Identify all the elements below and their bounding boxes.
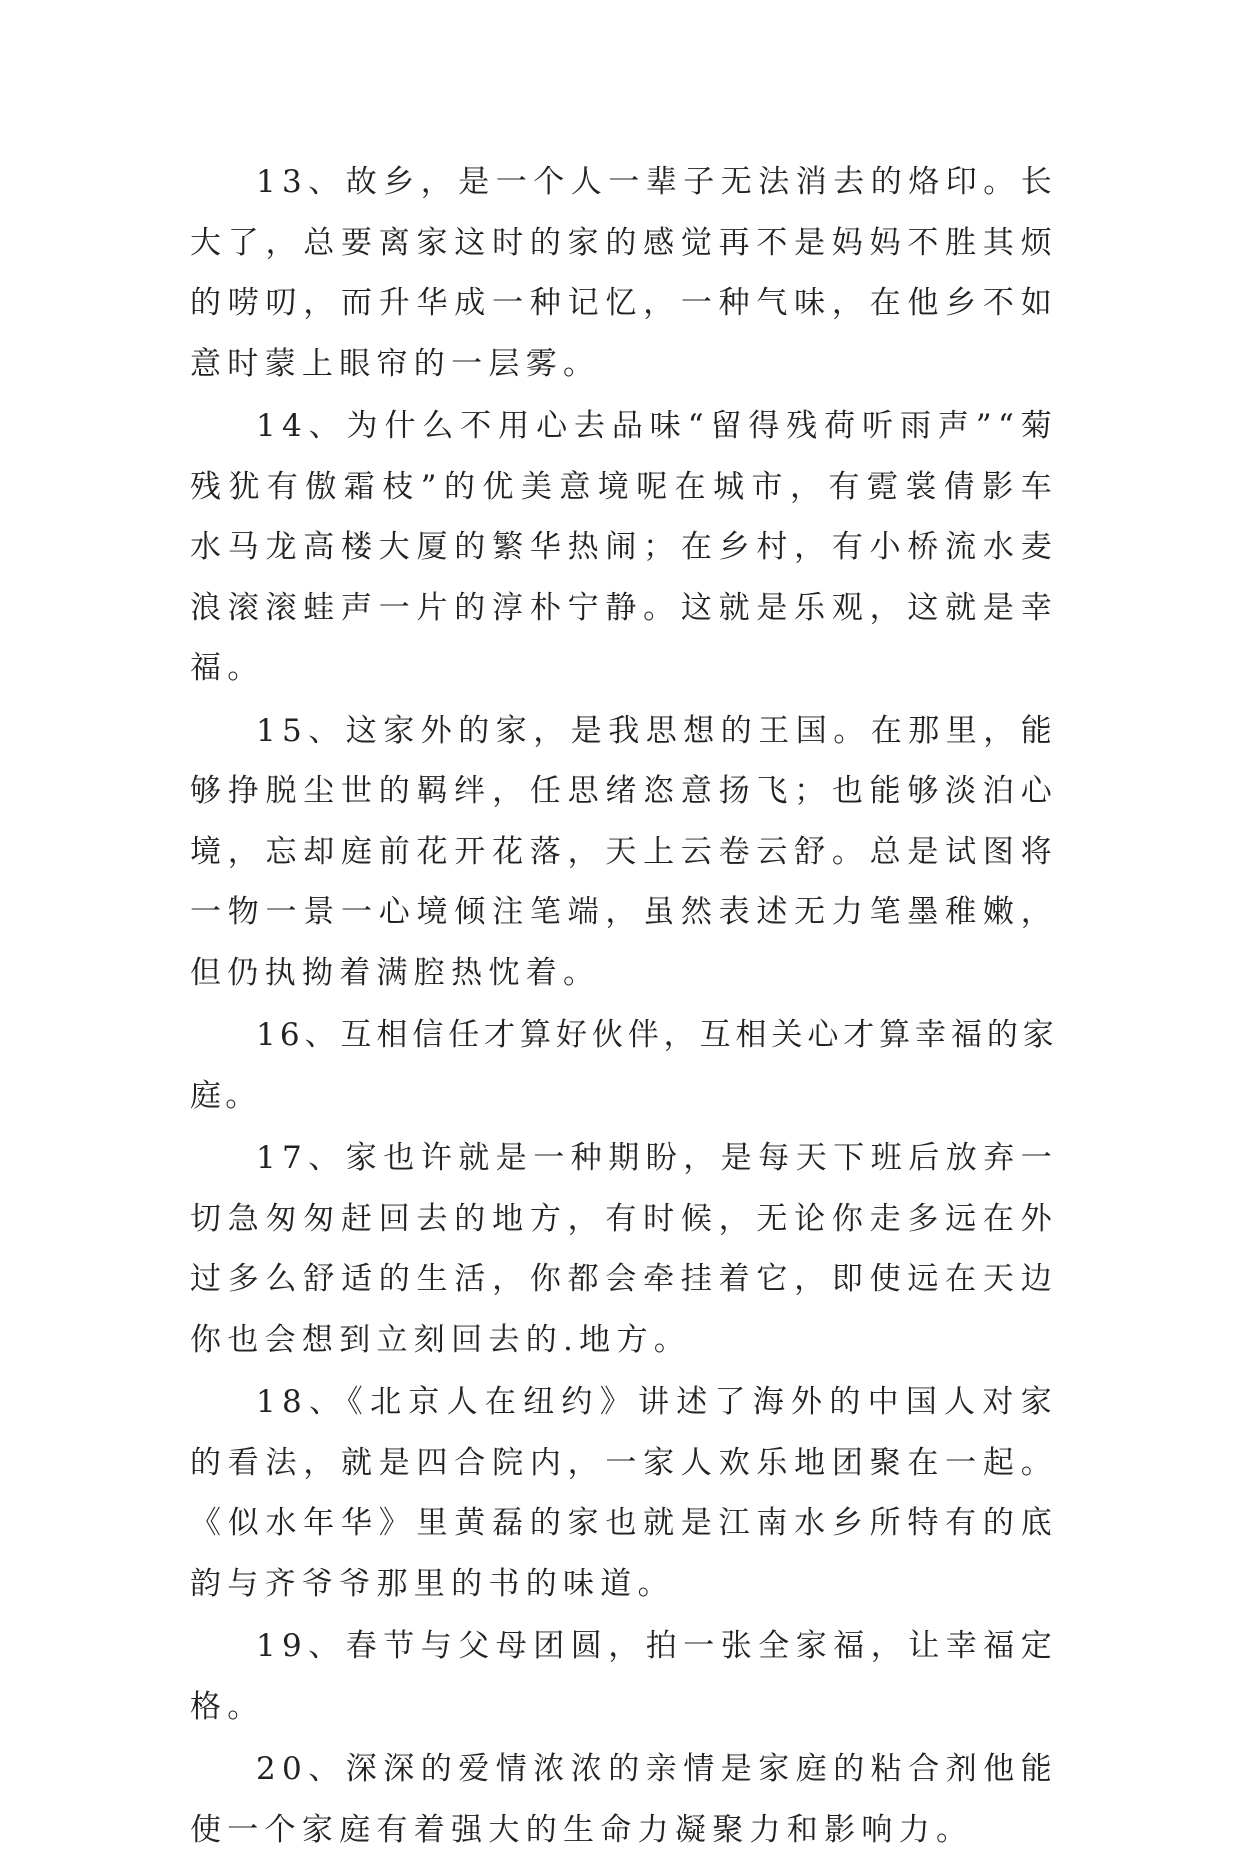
paragraph-18: 18、《北京人在纽约》讲述了海外的中国人对家的看法，就是四合院内，一家人欢乐地团聚在一起。《似水年华》里黄磊的家也就是江南水乡所特有的底韵与齐爷爷那里的书的味道。	[190, 1384, 1058, 1602]
paragraph-16: 16、互相信任才算好伙伴，互相关心才算幸福的家庭。	[190, 1017, 1058, 1114]
paragraph-19: 19、春节与父母团圆，拍一张全家福，让幸福定格。	[190, 1628, 1058, 1725]
paragraph-15: 15、这家外的家，是我思想的王国。在那里，能够挣脱尘世的羁绊，任思绪恣意扬飞；也能够淡泊心境，忘却庭前花开花落，天上云卷云舒。总是试图将一物一景一心境倾注笔端，虽然表述无力笔墨稚嫩，但仍执拗着满腔热忱着。	[190, 712, 1058, 991]
paragraph-17: 17、家也许就是一种期盼，是每天下班后放弃一切急匆匆赶回去的地方，有时候，无论你走多远在外过多么舒适的生活，你都会牵挂着它，即使远在天边你也会想到立刻回去的.地方。	[190, 1140, 1058, 1358]
paragraph-20: 20、深深的爱情浓浓的亲情是家庭的粘合剂他能使一个家庭有着强大的生命力凝聚力和影响力。	[190, 1751, 1058, 1848]
paragraph-14: 14、为什么不用心去品味“留得残荷听雨声”“菊残犹有傲霜枝”的优美意境呢在城市，有霓裳倩影车水马龙高楼大厦的繁华热闹；在乡村，有小桥流水麦浪滚滚蛙声一片的淳朴宁静。这就是乐观，这就是幸福。	[190, 408, 1058, 686]
paragraph-13: 13、故乡，是一个人一辈子无法消去的烙印。长大了，总要离家这时的家的感觉再不是妈妈不胜其烦的唠叨，而升华成一种记忆，一种气味，在他乡不如意时蒙上眼帘的一层雾。	[190, 164, 1058, 382]
document-body	[190, 152, 1058, 1862]
